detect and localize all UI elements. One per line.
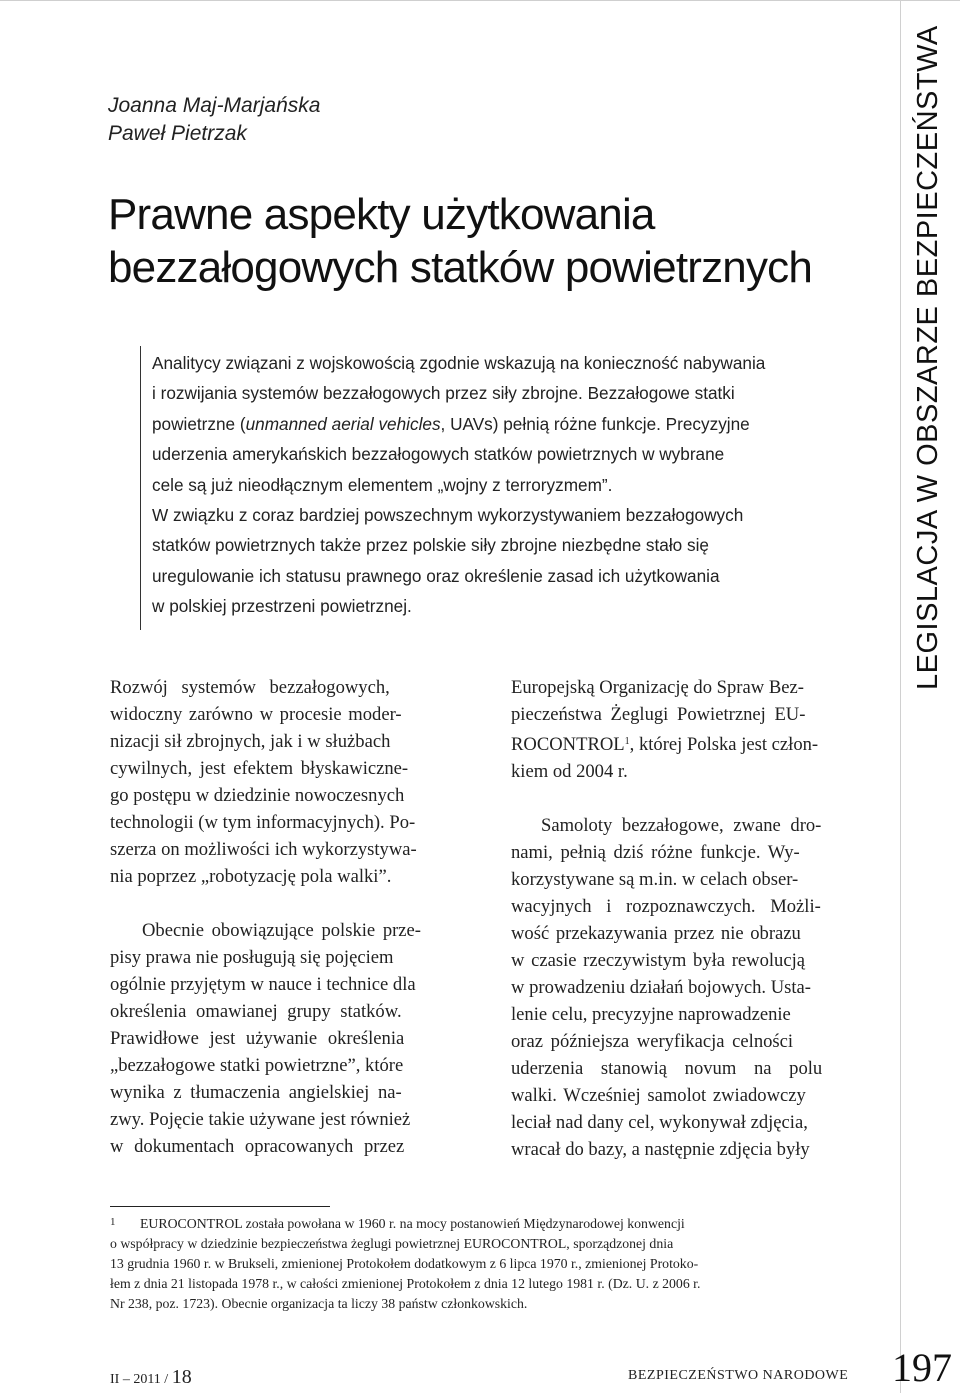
text-line: wość przekazywania przez nie obrazu — [511, 923, 801, 944]
text-line: kiem od 2004 r. — [511, 761, 628, 782]
lead-line: W związku z coraz bardziej powszechnym wykorzystywaniem bezzałogowych — [152, 505, 744, 526]
text-line: lenie celu, precyzyjne naprowadzenie — [511, 1004, 791, 1025]
footnote-text: EUROCONTROL została powołana w 1960 r. na mocy postanowień Międzynarodowej konwencji — [140, 1216, 685, 1231]
lead-text: powietrzne ( — [152, 413, 246, 434]
paragraph — [110, 917, 478, 1160]
text-line: Samoloty bezzałogowe, zwane dro- — [541, 815, 822, 836]
text-line: zwy. Pojęcie takie używane jest również — [110, 1109, 411, 1130]
lead-line: w polskiej przestrzeni powietrznej. — [152, 596, 412, 617]
issue-info — [110, 1366, 192, 1389]
lead-line: i rozwijania systemów bezzałogowych przez siły zbrojne. Bezzałogowe statki — [152, 383, 735, 404]
paragraph — [511, 812, 879, 1163]
text-line: walki. Wcześniej samolot zwiadowczy — [511, 1085, 806, 1106]
footnote-line — [110, 1212, 882, 1234]
footnote-line: 13 grudnia 1960 r. w Brukseli, zmienionej Protokołem dodatkowym z 6 lipca 1970 r., zmienionej Protoko- — [110, 1256, 699, 1271]
author-name: Paweł Pietrzak — [108, 122, 247, 145]
author-name: Joanna Maj-Marjańska — [108, 94, 321, 117]
text-line: go postępu w dziedzinie nowoczesnych — [110, 785, 405, 806]
text-line: pieczeństwa Żeglugi Powietrznej EU- — [511, 704, 806, 725]
text-fragment: ROCONTROL — [511, 734, 625, 755]
lead-line: statków powietrznych także przez polskie siły zbrojne niezbędne stało się — [152, 535, 709, 556]
text-line: szerza on możliwości ich wykorzystywa- — [110, 839, 417, 860]
text-line: leciał nad dany cel, wykonywał zdjęcia, — [511, 1112, 808, 1133]
text-line: określenia omawianej grupy statków. — [110, 1001, 402, 1022]
paragraph — [110, 674, 478, 890]
lead-rule — [140, 346, 141, 630]
text-line: w prowadzeniu działań bojowych. Usta- — [511, 977, 811, 998]
footnote-line: Nr 238, poz. 1723). Obecnie organizacja ta liczy 38 państw członkowskich. — [110, 1296, 528, 1311]
text-line: technologii (w tym informacyjnych). Po- — [110, 812, 416, 833]
lead-line: uregulowanie ich statusu prawnego oraz określenie zasad ich użytkowania — [152, 565, 720, 586]
text-line: w dokumentach opracowanych przez — [110, 1136, 405, 1157]
text-line: korzystywane są m.in. w celach obser- — [511, 869, 799, 890]
text-line: nizacji sił zbrojnych, jak i w służbach — [110, 731, 391, 752]
issue-number: 18 — [171, 1366, 192, 1388]
footnote-line: łem z dnia 21 listopada 1978 r., w całości zmienionej Protokołem z dnia 12 lutego 1981 r. (Dz. U. z 2006 r. — [110, 1276, 701, 1291]
text-line: oraz późniejsza weryfikacja celności — [511, 1031, 794, 1052]
journal-name: BEZPIECZEŃSTWO NARODOWE — [628, 1368, 849, 1383]
text-line: pisy prawa nie posługują się pojęciem — [110, 947, 394, 968]
title-line: bezzałogowych statków powietrznych — [108, 243, 813, 292]
lead-line: cele są już nieodłącznym elementem „wojny z terroryzmem”. — [152, 474, 613, 495]
text-line: nia poprzez „robotyzację pola walki”. — [110, 866, 392, 887]
text-line: widoczny zarówno w procesie moder- — [110, 704, 402, 725]
footnote — [110, 1212, 882, 1314]
text-line: w czasie rzeczywistym była rewolucją — [511, 950, 806, 971]
lead-italic-term: unmanned aerial vehicles — [245, 413, 441, 434]
lead-line: Analitycy związani z wojskowością zgodnie wskazują na konieczność nabywania — [152, 353, 766, 373]
issue-prefix: II – 2011 / — [110, 1372, 172, 1387]
footnote-number: 1 — [110, 1216, 116, 1228]
text-line: „bezzałogowe statki powietrzne”, które — [110, 1055, 404, 1076]
lead-abstract — [152, 348, 872, 622]
body-column-right — [511, 674, 879, 1163]
footnote-rule — [110, 1206, 330, 1207]
lead-line: uderzenia amerykańskich bezzałogowych statków powietrznych w wybrane — [152, 444, 725, 465]
text-line: Europejską Organizację do Spraw Bez- — [511, 677, 804, 698]
text-line: Rozwój systemów bezzałogowych, — [110, 677, 390, 698]
text-line: ogólnie przyjętym w nauce i technice dla — [110, 974, 416, 995]
article-title — [108, 188, 888, 294]
text-fragment: , której Polska jest człon- — [629, 734, 819, 755]
text-line: wacyjnych i rozpoznawczych. Możli- — [511, 896, 821, 917]
authors — [108, 92, 320, 148]
text-line — [511, 728, 879, 758]
body-column-left — [110, 674, 478, 1160]
side-divider — [900, 0, 901, 1393]
footnote-line: o współpracy w dziedzinie bezpieczeństwa żeglugi powietrznej EUROCONTROL, sporządzonej dnia — [110, 1236, 674, 1251]
text-line: Prawidłowe jest używanie określenia — [110, 1028, 405, 1049]
text-line: Obecnie obowiązujące polskie prze- — [142, 920, 421, 941]
title-line: Prawne aspekty użytkowania — [108, 190, 655, 239]
text-line: wracał do bazy, a następnie zdjęcia były — [511, 1139, 810, 1160]
text-line: cywilnych, jest efektem błyskawiczne- — [110, 758, 409, 779]
text-line: nami, pełnią dziś różne funkcje. Wy- — [511, 842, 800, 863]
lead-text: , UAVs) pełnią różne funkcje. Precyzyjne — [440, 413, 750, 434]
text-line: uderzenia stanowią novum na polu — [511, 1058, 823, 1079]
top-border — [0, 0, 960, 1]
footnote-ref: 1 — [624, 736, 630, 747]
paragraph — [511, 674, 879, 785]
text-line: wynika z tłumaczenia angielskiej na- — [110, 1082, 402, 1103]
section-label: LEGISLACJA W OBSZARZE BEZPIECZEŃSTWA — [912, 25, 944, 690]
lead-line — [152, 409, 872, 439]
page-number: 197 — [892, 1345, 952, 1390]
